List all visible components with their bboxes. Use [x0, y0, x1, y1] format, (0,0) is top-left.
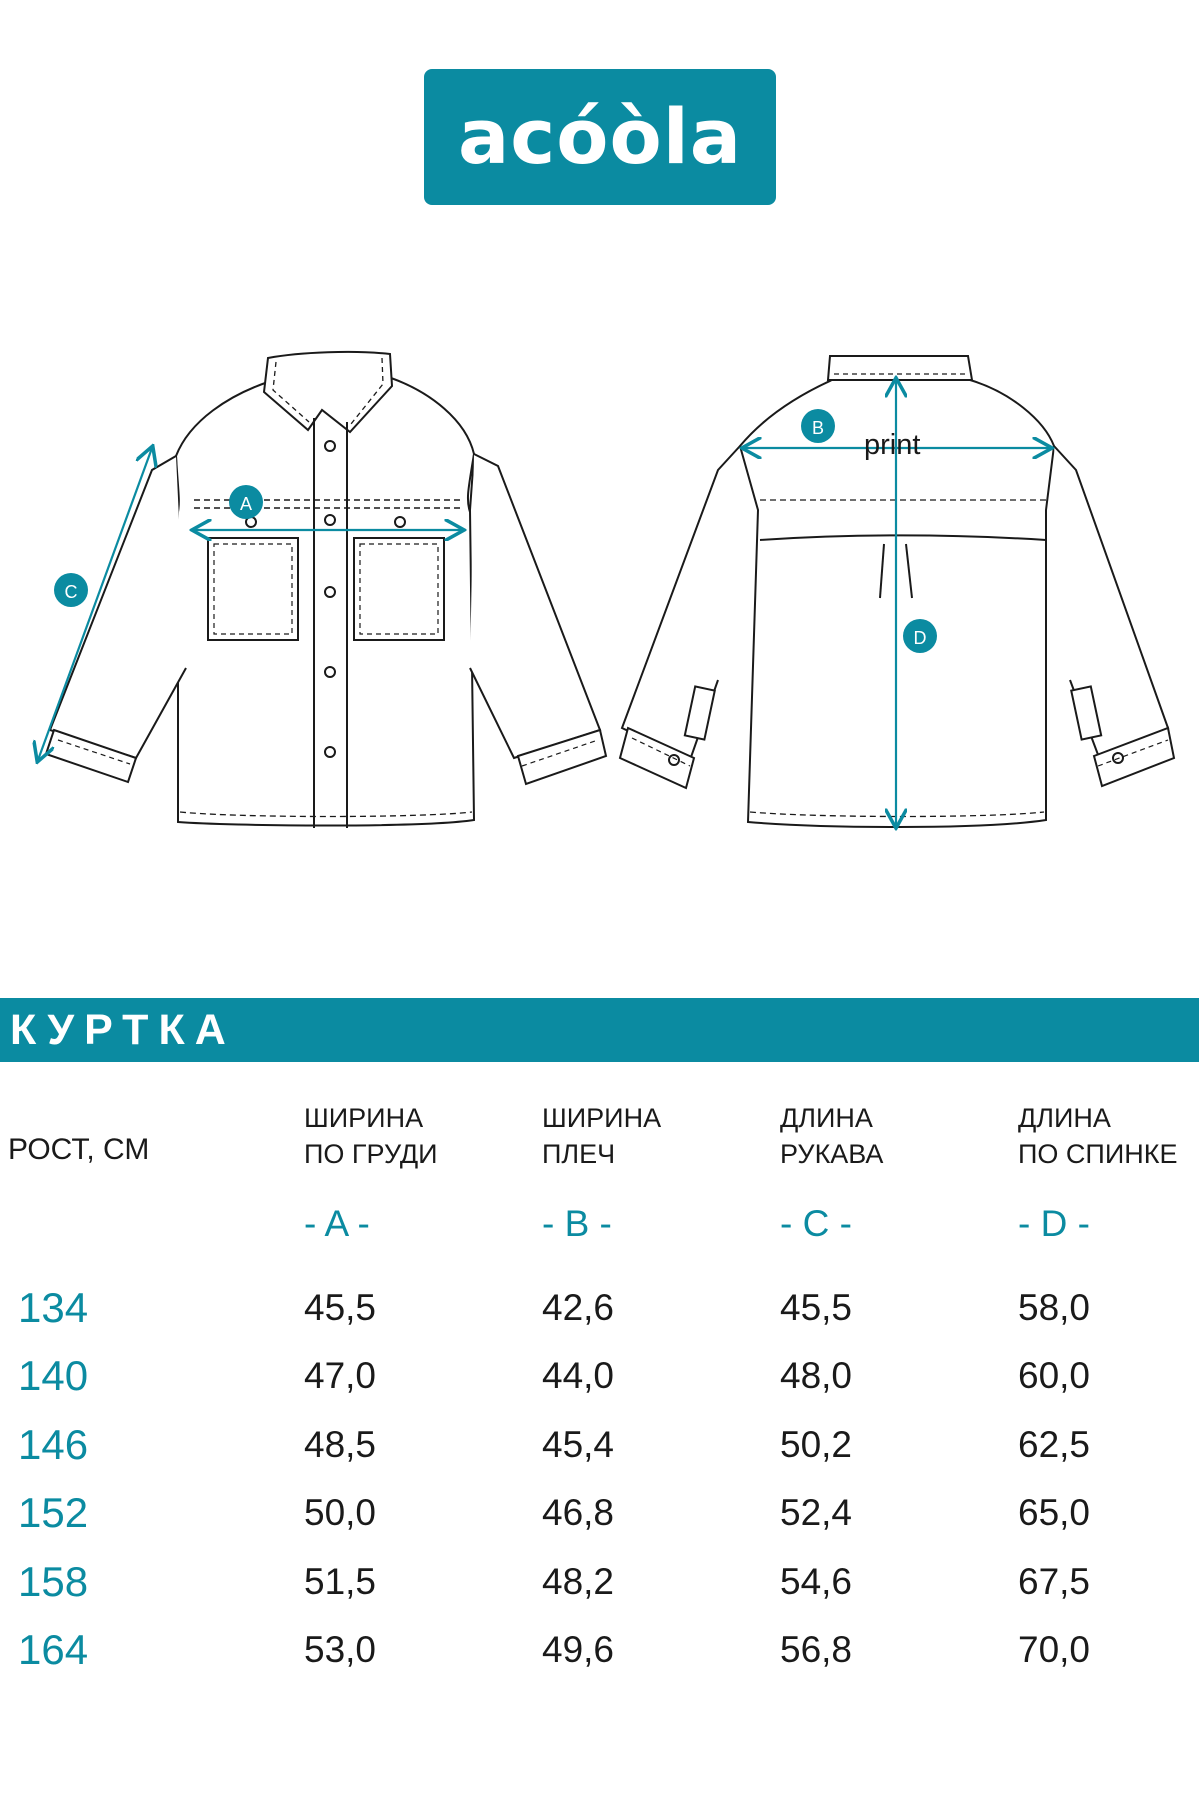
row-value-c: 48,0 [780, 1355, 853, 1396]
svg-text:A: A [239, 494, 253, 514]
marker-c [54, 573, 88, 607]
table-title-band [0, 998, 1199, 1062]
column-header-back-length [1018, 1100, 1177, 1172]
column-header-line2: ПО СПИНКЕ [1018, 1139, 1178, 1169]
row-value-a: 53,0 [304, 1629, 377, 1670]
row-size: 140 [18, 1352, 89, 1399]
brand-logo [424, 69, 776, 205]
row-value-d: 58,0 [1018, 1287, 1091, 1328]
column-header-line2: ПЛЕЧ [542, 1139, 616, 1169]
print-label: print [864, 429, 921, 461]
row-value-a: 48,5 [304, 1424, 377, 1465]
row-value-d: 60,0 [1018, 1355, 1091, 1396]
row-size: 146 [18, 1421, 89, 1468]
svg-text:C: C [64, 582, 78, 602]
row-size: 134 [18, 1284, 89, 1331]
column-header-line2: РУКАВА [780, 1139, 884, 1169]
column-header-line1: ДЛИНА [780, 1103, 873, 1133]
row-value-b: 48,2 [542, 1561, 615, 1602]
row-size: 158 [18, 1558, 89, 1605]
row-value-c: 52,4 [780, 1492, 853, 1533]
column-code-c: - C - [780, 1203, 852, 1244]
marker-b [801, 409, 835, 443]
row-value-d: 67,5 [1018, 1561, 1091, 1602]
column-code-a: - A - [304, 1203, 370, 1244]
column-code-b: - B - [542, 1203, 612, 1244]
column-code-d: - D - [1018, 1203, 1090, 1244]
row-value-c: 50,2 [780, 1424, 853, 1465]
row-size: 164 [18, 1626, 89, 1673]
row-value-c: 56,8 [780, 1629, 853, 1670]
row-value-b: 44,0 [542, 1355, 615, 1396]
row-value-c: 45,5 [780, 1287, 853, 1328]
row-value-b: 46,8 [542, 1492, 615, 1533]
column-header-chest [304, 1100, 438, 1172]
column-header-sleeve [780, 1100, 883, 1172]
column-header-line1: ДЛИНА [1018, 1103, 1111, 1133]
row-size: 152 [18, 1489, 89, 1536]
brand-logo-text: acóòla [457, 92, 743, 181]
row-value-d: 65,0 [1018, 1492, 1091, 1533]
column-header-line1: ШИРИНА [304, 1103, 424, 1133]
row-value-d: 70,0 [1018, 1629, 1091, 1670]
row-value-b: 49,6 [542, 1629, 615, 1670]
svg-text:B: B [811, 418, 825, 438]
marker-d [903, 619, 937, 653]
svg-text:D: D [913, 628, 927, 648]
column-header-line2: ПО ГРУДИ [304, 1139, 438, 1169]
jacket-front-view [46, 352, 606, 828]
table-title: КУРТКА [10, 1006, 236, 1054]
column-header-shoulders [542, 1100, 661, 1172]
row-value-a: 47,0 [304, 1355, 377, 1396]
row-value-c: 54,6 [780, 1561, 853, 1602]
marker-a [229, 485, 263, 519]
row-value-b: 42,6 [542, 1287, 615, 1328]
size-header: РОСТ, СМ [8, 1133, 150, 1166]
row-value-d: 62,5 [1018, 1424, 1091, 1465]
jacket-technical-drawing [0, 330, 1199, 850]
row-value-b: 45,4 [542, 1424, 615, 1465]
row-value-a: 51,5 [304, 1561, 377, 1602]
column-header-line1: ШИРИНА [542, 1103, 662, 1133]
row-value-a: 50,0 [304, 1492, 377, 1533]
row-value-a: 45,5 [304, 1287, 377, 1328]
